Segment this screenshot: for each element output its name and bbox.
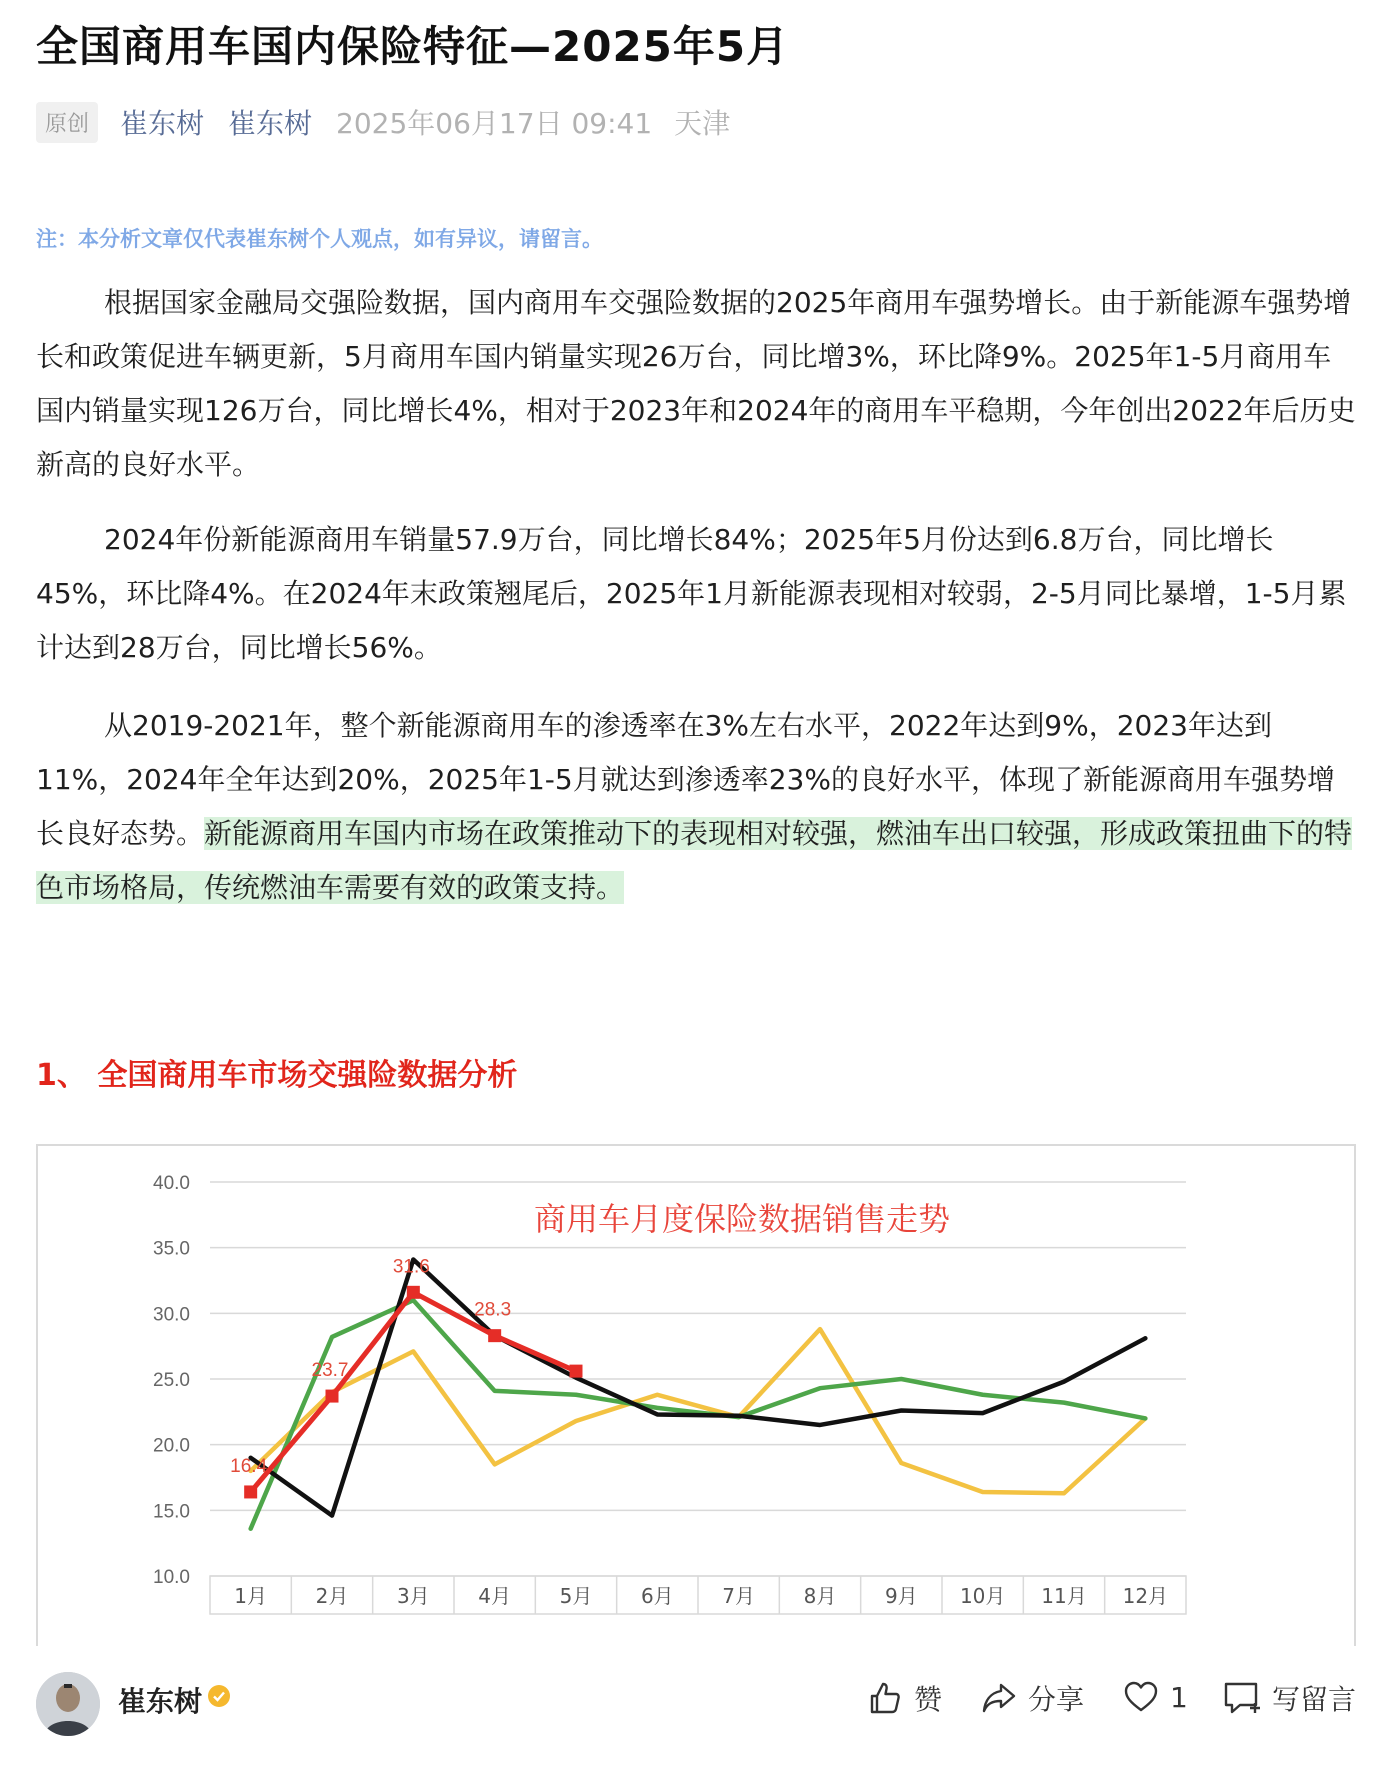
chart-title: 商用车月度保险数据销售走势 [533, 1200, 951, 1238]
thumbs-up-icon [866, 1679, 904, 1717]
comment-button[interactable] [1222, 1678, 1356, 1718]
data-label: 23.7 [311, 1360, 349, 1382]
y-tick-label: 15.0 [153, 1501, 190, 1523]
x-tick-label: 1月 [234, 1584, 268, 1608]
x-tick-label: 3月 [396, 1584, 430, 1608]
data-point [326, 1390, 339, 1403]
favorite-button[interactable] [1122, 1678, 1188, 1716]
y-tick-label: 10.0 [153, 1567, 190, 1588]
avatar[interactable] [36, 1672, 100, 1736]
data-point [488, 1329, 501, 1342]
paragraph-1 [36, 276, 1356, 492]
section-heading: 1、 全国商用车市场交强险数据分析 [36, 1058, 518, 1093]
article-meta [36, 100, 752, 144]
x-tick-label: 11月 [1041, 1584, 1087, 1608]
paragraph-3-text: 从2019-2021年，整个新能源商用车的渗透率在3%左右水平，2022年达到9%，2023年达到11%，2024年全年达到20%，2025年1-5月就达到渗透率23%的良好水平，体现了新能源商用车强势增长良好态势。 [36, 709, 1335, 850]
x-tick-label: 6月 [640, 1584, 674, 1608]
author-link[interactable]: 崔东树 [120, 107, 205, 140]
disclaimer-note: 注：本分析文章仅代表崔东树个人观点，如有异议，请留言。 [36, 226, 603, 251]
data-point [570, 1365, 583, 1378]
y-tick-label: 30.0 [153, 1304, 190, 1326]
chart-container [36, 1144, 1356, 1646]
heart-icon [1122, 1678, 1160, 1716]
y-tick-label: 40.0 [153, 1173, 190, 1194]
footer-author-name[interactable]: 崔东树 [118, 1685, 203, 1718]
publish-location: 天津 [674, 107, 731, 140]
like-label: 赞 [914, 1683, 943, 1716]
account-link[interactable]: 崔东树 [228, 107, 313, 140]
share-label: 分享 [1028, 1683, 1085, 1716]
data-point [407, 1286, 420, 1299]
like-button[interactable] [866, 1678, 942, 1718]
favorite-count: 1 [1170, 1680, 1188, 1714]
avatar-image [36, 1672, 100, 1736]
series-line [251, 1259, 1146, 1515]
comment-label: 写留言 [1272, 1683, 1357, 1716]
publish-time: 2025年06月17日 09:41 [336, 107, 653, 140]
x-tick-label: 2月 [315, 1584, 349, 1608]
sales-trend-chart [38, 1146, 1354, 1646]
share-button[interactable] [980, 1678, 1084, 1718]
bottom-action-bar [0, 1660, 1394, 1766]
paragraph-2 [36, 513, 1356, 675]
article-title: 全国商用车国内保险特征—2025年5月 [36, 22, 790, 71]
y-tick-label: 25.0 [153, 1370, 190, 1391]
highlighted-text[interactable]: 新能源商用车国内市场在政策推动下的表现相对较强，燃油车出口较强，形成政策扭曲下的特色市场格局，传统燃油车需要有效的政策支持。 [36, 817, 1353, 904]
y-tick-label: 20.0 [153, 1435, 190, 1457]
x-tick-label: 5月 [559, 1584, 593, 1608]
share-icon [980, 1679, 1018, 1717]
x-tick-label: 7月 [722, 1584, 756, 1608]
data-label: 31.6 [392, 1256, 430, 1278]
paragraph-3 [36, 699, 1356, 915]
paragraph-2-text: 2024年份新能源商用车销量57.9万台，同比增长84%；2025年5月份达到6.8万台，同比增长45%，环比降4%。在2024年末政策翘尾后，2025年1月新能源表现相对较弱，2-5月同比暴增，1-5月累计达到28万台，同比增长56%。 [36, 523, 1347, 664]
data-label: 28.3 [474, 1299, 512, 1321]
verified-icon [207, 1684, 231, 1712]
x-tick-label: 10月 [959, 1584, 1006, 1608]
x-tick-label: 9月 [884, 1584, 918, 1608]
paragraph-1-text: 根据国家金融局交强险数据，国内商用车交强险数据的2025年商用车强势增长。由于新能源车强势增长和政策促进车辆更新，5月商用车国内销量实现26万台，同比增3%，环比降9%。2025年1-5月商用车国内销量实现126万台，同比增长4%，相对于2023年和2024年的商用车平稳期，今年创出2022年后历史新高的良好水平。 [36, 286, 1356, 481]
original-badge: 原创 [36, 102, 98, 143]
y-tick-label: 35.0 [153, 1238, 190, 1260]
x-tick-label: 4月 [478, 1584, 512, 1608]
data-point [244, 1485, 257, 1498]
comment-icon [1222, 1679, 1262, 1717]
x-tick-label: 12月 [1122, 1584, 1169, 1608]
x-tick-label: 8月 [803, 1584, 837, 1608]
data-label: 16.4 [230, 1455, 268, 1477]
